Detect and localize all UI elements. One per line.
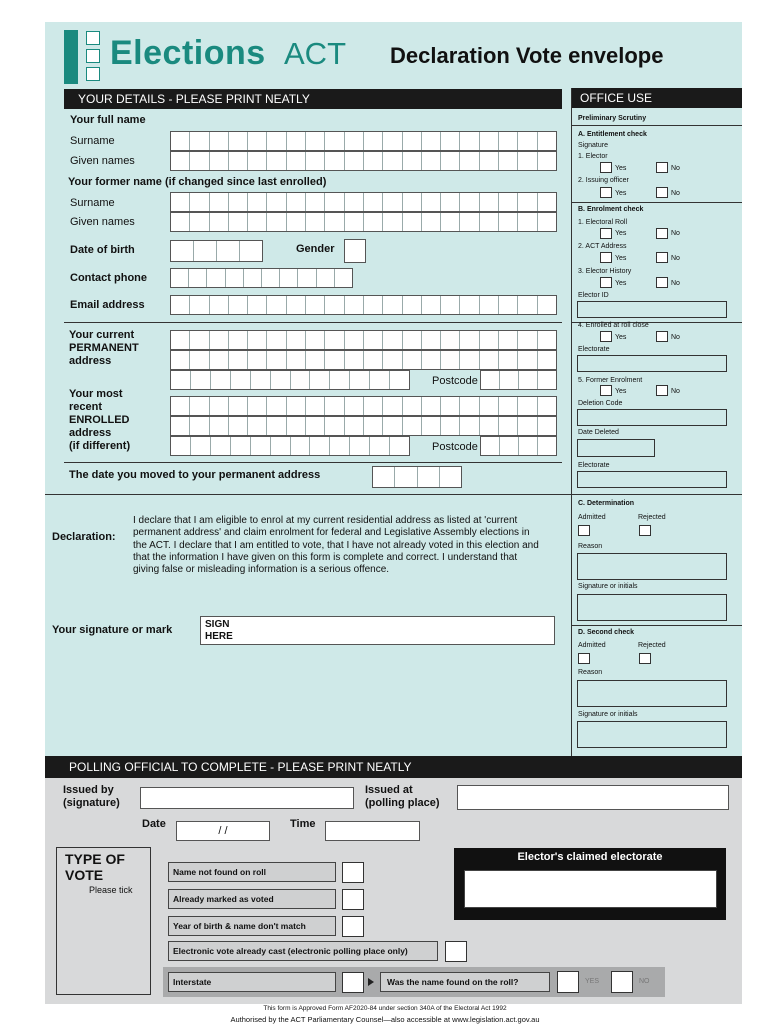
date-input[interactable] [176,821,270,841]
no-label: No [671,334,680,341]
name-found-yes-checkbox[interactable] [557,971,579,993]
former-name-label: Your former name (if changed since last enrolled) [68,176,327,188]
former-no-checkbox[interactable] [656,385,668,396]
issued-at-input[interactable] [457,785,729,810]
yes-label: Yes [615,280,627,287]
admitted-2-checkbox[interactable] [578,653,590,664]
current-address-line-1[interactable] [170,330,557,350]
issued-by-input[interactable] [140,787,354,809]
current-address-label: Your current PERMANENT address [69,329,139,367]
officer-yes-checkbox[interactable] [600,187,612,198]
address-yes-checkbox[interactable] [600,252,612,263]
act-address-label: 2. ACT Address [578,243,627,250]
given-names-label: Given names [70,155,135,167]
logo-bar [64,30,78,84]
yes-label: Yes [615,334,627,341]
contact-phone-input[interactable] [170,268,353,288]
logo-square-1 [86,31,100,45]
given-names-input[interactable] [170,151,557,171]
no-label: No [671,190,680,197]
divider [64,322,562,323]
recent-postcode-label: Postcode [432,441,478,453]
elector-label: 1. Elector [578,153,608,160]
time-input[interactable] [325,821,420,841]
rejected-label: Rejected [638,642,666,649]
reason-already-marked: Already marked as voted [168,889,336,909]
close-no-checkbox[interactable] [656,331,668,342]
deletion-code-input[interactable] [577,409,727,426]
rejected-checkbox[interactable] [639,525,651,536]
history-no-checkbox[interactable] [656,277,668,288]
claimed-electorate-label: Elector's claimed electorate [517,851,663,863]
current-address-line-2[interactable] [170,350,557,370]
logo-text-light: ACT [284,36,346,71]
form-title: Declaration Vote envelope [390,43,664,68]
former-enrolment-label: 5. Former Enrolment [578,377,643,384]
preliminary-scrutiny-label: Preliminary Scrutiny [578,115,647,122]
admitted-checkbox[interactable] [578,525,590,536]
yes-label: Yes [615,165,627,172]
no-label: No [671,255,680,262]
elector-no-checkbox[interactable] [656,162,668,173]
yob-mismatch-checkbox[interactable] [342,916,364,937]
former-given-names-input[interactable] [170,212,557,232]
office-use-bar: OFFICE USE [572,88,742,108]
email-label: Email address [70,299,145,311]
deletion-code-label: Deletion Code [578,400,623,407]
electorate-input[interactable] [577,355,727,372]
sig-initials-input[interactable] [577,594,727,621]
no-label: No [671,280,680,287]
reason-label: Reason [578,543,603,550]
recent-address-line-3[interactable] [170,436,410,456]
sig-initials-label: Signature or initials [578,583,638,590]
current-address-line-3[interactable] [170,370,410,390]
former-yes-checkbox[interactable] [600,385,612,396]
electronic-vote-checkbox[interactable] [445,941,467,962]
reason-label: Reason [578,669,603,676]
reason-input[interactable] [577,553,727,580]
reason-name-not-found: Name not found on roll [168,862,336,882]
please-tick-label: Please tick [89,885,133,895]
dob-label: Date of birth [70,244,135,256]
entitlement-check-title: A. Entitlement check [578,131,647,138]
yes-label: Yes [615,190,627,197]
office-divider [572,202,742,203]
history-yes-checkbox[interactable] [600,277,612,288]
yes-label: Yes [615,230,627,237]
current-postcode-input[interactable] [480,370,557,390]
name-not-found-checkbox[interactable] [342,862,364,883]
time-label: Time [290,818,316,830]
elector-history-label: 3. Elector History [578,268,632,275]
reason-yob-mismatch: Year of birth & name don't match [168,916,336,936]
arrow-right-icon [368,978,374,986]
former-surname-label: Surname [70,197,115,209]
former-surname-input[interactable] [170,192,557,212]
claimed-electorate-input[interactable] [464,870,717,908]
polling-official-bar: POLLING OFFICIAL TO COMPLETE - PLEASE PRINT NEATLY [45,756,742,778]
admitted-label: Admitted [578,642,606,649]
declaration-label: Declaration: [52,531,116,543]
electoral-roll-label: 1. Electoral Roll [578,219,628,226]
divider [64,462,562,463]
issuing-officer-label: 2. Issuing officer [578,177,629,184]
yes-label: YES [585,978,600,985]
gender-label: Gender [296,243,335,255]
issued-by-label: Issued by (signature) [63,784,120,809]
date-moved-label: The date you moved to your permanent address [69,469,321,481]
logo-square-3 [86,67,100,81]
elections-act-logo [64,30,354,86]
electorate-label: Electorate [578,462,610,469]
roll-no-checkbox[interactable] [656,228,668,239]
enrolment-check-title: B. Enrolment check [578,206,644,213]
sig-initials-2-input[interactable] [577,721,727,748]
admitted-label: Admitted [578,514,606,521]
signature-label-office: Signature [578,142,608,149]
contact-phone-label: Contact phone [70,272,147,284]
electorate-label: Electorate [578,346,610,353]
logo-text-bold: Elections [110,34,266,72]
elector-yes-checkbox[interactable] [600,162,612,173]
date-deleted-label: Date Deleted [578,429,619,436]
recent-address-line-1[interactable] [170,396,557,416]
interstate-label: Interstate [168,972,336,992]
surname-label: Surname [70,135,115,147]
yes-label: Yes [615,388,627,395]
electorate-2-input[interactable] [577,471,727,488]
date-moved-input[interactable] [372,466,462,488]
type-of-vote-label: TYPE OF VOTE [65,851,125,883]
no-label: No [671,230,680,237]
section-divider [45,494,572,495]
recent-address-label: Your most recent ENROLLED address (if different) [69,388,131,452]
your-details-bar: YOUR DETAILS - PLEASE PRINT NEATLY [64,89,562,109]
surname-input[interactable] [170,131,557,151]
already-marked-checkbox[interactable] [342,889,364,910]
footer-approved-form: This form is Approved Form AF2020-84 under section 340A of the Electoral Act 1992 [263,1005,507,1012]
recent-postcode-input[interactable] [480,436,557,456]
name-found-no-checkbox[interactable] [611,971,633,993]
enrolled-close-label: 4. Enrolled at roll close [578,322,649,329]
elector-id-label: Elector ID [578,292,609,299]
former-given-names-label: Given names [70,216,135,228]
date-deleted-input[interactable] [577,439,655,457]
sign-here-text: SIGN HERE [205,619,233,642]
signature-label: Your signature or mark [52,624,173,636]
reason-electronic-vote: Electronic vote already cast (electronic polling place only) [168,941,438,961]
footer-authorised: Authorised by the ACT Parliamentary Counsel—also accessible at www.legislation.act.gov.au [230,1015,540,1024]
office-divider [572,625,742,626]
dob-input[interactable] [170,240,263,262]
roll-yes-checkbox[interactable] [600,228,612,239]
second-check-title: D. Second check [578,629,635,636]
no-label: No [671,165,680,172]
type-of-vote-box [56,847,151,995]
yes-label: Yes [615,255,627,262]
sig-initials-label: Signature or initials [578,711,638,718]
claimed-electorate-box [454,848,726,920]
declaration-text: I declare that I am eligible to enrol at my current residential address as listed at 'current permanent address' and claim enrolment for federal and Legislative Assembly elections in the ACT. I declare that I am entitled to vote, that I have not already voted in this election and that the information I have given on this form is complete and correct. I understand that giving false or misleading information is a serious offence. [133,515,539,576]
logo-square-2 [86,49,100,63]
no-label: NO [639,978,650,985]
officer-no-checkbox[interactable] [656,187,668,198]
address-no-checkbox[interactable] [656,252,668,263]
office-divider [572,125,742,126]
rejected-2-checkbox[interactable] [639,653,651,664]
no-label: No [671,388,680,395]
gender-input[interactable] [344,239,366,263]
determination-title: C. Determination [578,500,635,507]
name-found-question: Was the name found on the roll? [380,972,550,992]
reason-2-input[interactable] [577,680,727,707]
interstate-checkbox[interactable] [342,972,364,993]
date-separators: / / [218,825,228,837]
email-input[interactable] [170,295,557,315]
date-label: Date [142,818,166,830]
signature-box[interactable] [200,616,555,645]
elector-id-input[interactable] [577,301,727,318]
recent-address-line-2[interactable] [170,416,557,436]
full-name-label: Your full name [70,114,146,126]
close-yes-checkbox[interactable] [600,331,612,342]
rejected-label: Rejected [638,514,666,521]
current-postcode-label: Postcode [432,375,478,387]
office-divider [572,494,742,495]
issued-at-label: Issued at (polling place) [365,784,440,809]
